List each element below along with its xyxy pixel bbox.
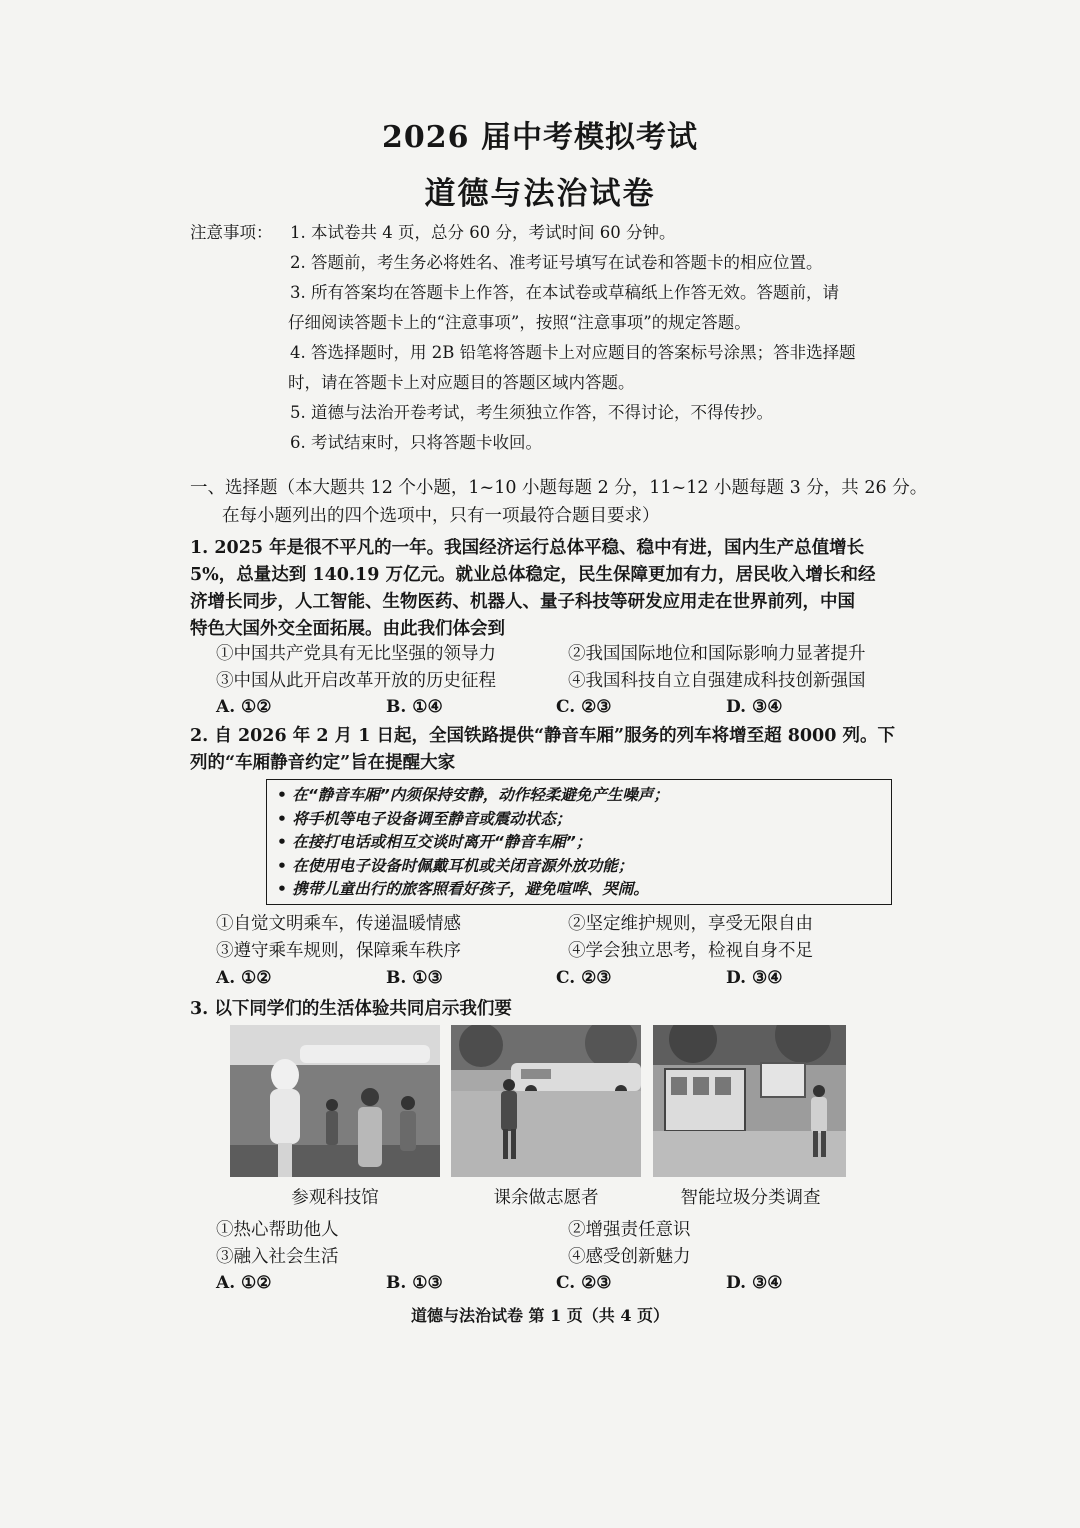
option-item: ③遵守乘车规则，保障乘车秩序 xyxy=(216,941,461,961)
option-item: ①热心帮助他人 xyxy=(216,1220,339,1240)
option-item: ②我国国际地位和国际影响力显著提升 xyxy=(568,644,866,664)
answer-choice: B. ①③ xyxy=(386,968,443,988)
notice-item-continued: 时，请在答题卡上对应题目的答题区域内答题。 xyxy=(288,373,635,392)
answer-choice: D. ③④ xyxy=(726,697,783,717)
answer-choice: A. ①② xyxy=(216,697,272,717)
answer-choice: B. ①④ xyxy=(386,697,443,717)
option-item: ③融入社会生活 xyxy=(216,1247,339,1267)
page-footer: 道德与法治试卷 第 1 页（共 4 页） xyxy=(410,1306,670,1325)
answer-choice: C. ②③ xyxy=(556,1273,612,1293)
notice-item: 6. 考试结束时，只将答题卡收回。 xyxy=(290,433,542,452)
answer-choice: D. ③④ xyxy=(726,1273,783,1293)
option-item: ②增强责任意识 xyxy=(568,1220,691,1240)
question-1-answers xyxy=(216,697,976,717)
answer-choice: C. ②③ xyxy=(556,968,612,988)
option-item: ①中国共产党具有无比坚强的领导力 xyxy=(216,644,496,664)
question-line: 济增长同步，人工智能、生物医药、机器人、量子科技等研发应用走在世界前列，中国 xyxy=(190,592,855,612)
section-heading-line: 一、选择题（本大题共 12 个小题，1~10 小题每题 2 分，11~12 小题每题 3 分，共 26 分。 xyxy=(190,478,928,498)
exam-subtitle: 道德与法治试卷 xyxy=(424,176,656,212)
answer-choice: C. ②③ xyxy=(556,697,612,717)
question-line: 3. 以下同学们的生活体验共同启示我们要 xyxy=(190,999,512,1019)
answer-choice: A. ①② xyxy=(216,968,272,988)
notice-block xyxy=(190,218,990,458)
notice-item: 1. 本试卷共 4 页，总分 60 分，考试时间 60 分钟。 xyxy=(290,223,676,242)
exam-title: 2026 届中考模拟考试 xyxy=(382,120,698,155)
rule-item: • 携带儿童出行的旅客照看好孩子，避免喧哗、哭闹。 xyxy=(277,880,649,898)
rule-item: • 在接打电话或相互交谈时离开“静音车厢”； xyxy=(277,833,592,851)
question-1-stem xyxy=(190,535,980,643)
question-2-stem xyxy=(190,723,980,777)
question-line: 1. 2025 年是很不平凡的一年。我国经济运行总体平稳、稳中有进，国内生产总值增长 xyxy=(190,538,865,558)
option-item: ①自觉文明乘车，传递温暖情感 xyxy=(216,914,461,934)
notice-item: 4. 答选择题时，用 2B 铅笔将答题卡上对应题目的答案标号涂黑；答非选择题 xyxy=(290,343,856,362)
photo-caption: 参观科技馆 xyxy=(291,1188,379,1208)
notice-item-continued: 仔细阅读答题卡上的“注意事项”，按照“注意事项”的规定答题。 xyxy=(288,313,751,332)
photo-volunteer xyxy=(451,1025,641,1177)
section-heading-line: 在每小题列出的四个选项中，只有一项最符合题目要求） xyxy=(222,506,660,526)
notice-item: 2. 答题前，考生务必将姓名、准考证号填写在试卷和答题卡的相应位置。 xyxy=(290,253,823,272)
question-1-options xyxy=(216,641,976,695)
option-item: ④学会独立思考，检视自身不足 xyxy=(568,941,813,961)
question-line: 5%，总量达到 140.19 万亿元。就业总体稳定，民生保障更加有力，居民收入增长和经 xyxy=(190,565,876,585)
rule-item: • 在“静音车厢”内须保持安静，动作轻柔避免产生噪声； xyxy=(277,786,669,804)
question-2-options xyxy=(216,911,976,965)
question-2-answers xyxy=(216,968,976,988)
silent-carriage-rules-box xyxy=(266,779,892,905)
answer-choice: D. ③④ xyxy=(726,968,783,988)
notice-item: 3. 所有答案均在答题卡上作答，在本试卷或草稿纸上作答无效。答题前，请 xyxy=(290,283,839,302)
photo-science-museum xyxy=(230,1025,440,1177)
option-item: ④我国科技自立自强建成科技创新强国 xyxy=(568,671,866,691)
question-3-options xyxy=(216,1217,976,1271)
answer-choice: A. ①② xyxy=(216,1273,272,1293)
photo-smart-garbage-sorting xyxy=(653,1025,846,1177)
photo-caption: 智能垃圾分类调查 xyxy=(680,1188,821,1208)
rule-item: • 在使用电子设备时佩戴耳机或关闭音源外放功能； xyxy=(277,856,634,875)
rule-item: • 将手机等电子设备调至静音或震动状态； xyxy=(277,809,572,828)
question-line: 2. 自 2026 年 2 月 1 日起，全国铁路提供“静音车厢”服务的列车将增至超 8000 列。下 xyxy=(190,726,895,746)
question-3-stem xyxy=(190,996,980,1023)
notice-label: 注意事项： xyxy=(190,223,273,242)
section-heading xyxy=(190,474,990,530)
question-line: 特色大国外交全面拓展。由此我们体会到 xyxy=(190,619,505,639)
option-item: ③中国从此开启改革开放的历史征程 xyxy=(216,671,496,691)
answer-choice: B. ①③ xyxy=(386,1273,443,1293)
notice-item: 5. 道德与法治开卷考试，考生须独立作答，不得讨论，不得传抄。 xyxy=(290,403,773,422)
option-item: ②坚定维护规则，享受无限自由 xyxy=(568,914,813,934)
option-item: ④感受创新魅力 xyxy=(568,1247,691,1267)
question-line: 列的“车厢静音约定”旨在提醒大家 xyxy=(190,753,456,773)
question-3-answers xyxy=(216,1273,976,1293)
photo-caption: 课余做志愿者 xyxy=(493,1188,599,1208)
